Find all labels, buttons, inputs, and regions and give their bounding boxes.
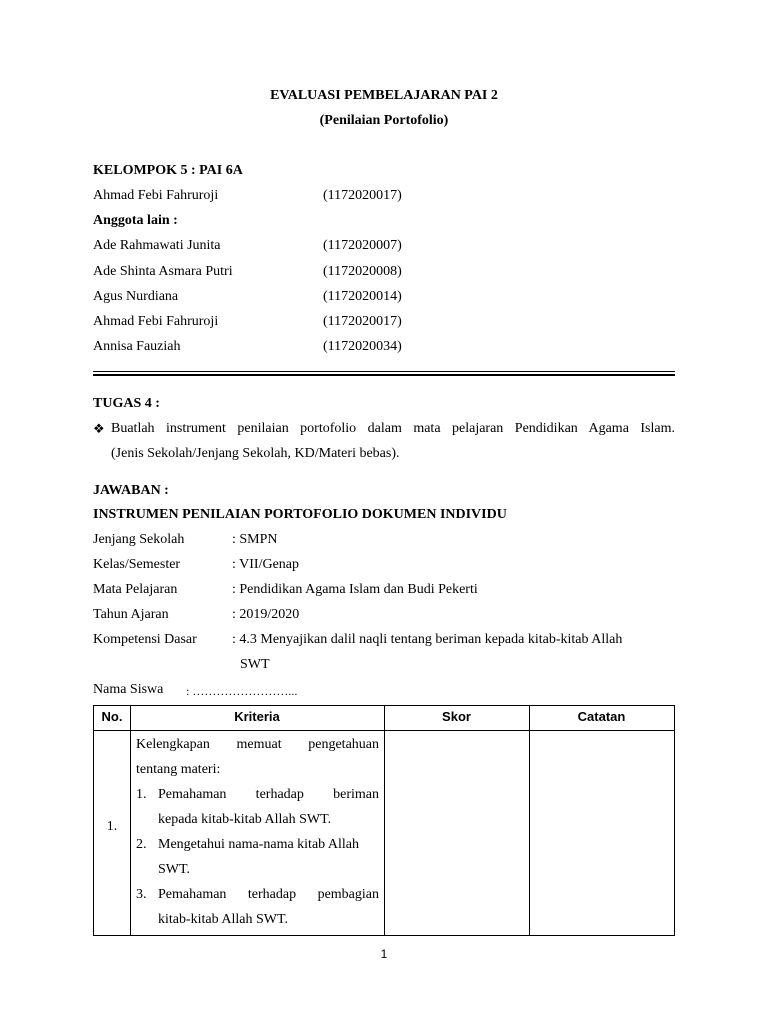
field-value: : 4.3 Menyajikan dalil naqli tentang beriman kepada kitab-kitab Allah xyxy=(232,632,623,647)
table-col-divider xyxy=(130,706,131,935)
leader-id: (1172020017) xyxy=(323,188,402,203)
table-col-divider xyxy=(384,706,385,935)
field-value: : SMPN xyxy=(232,532,278,547)
list-text-cont: SWT. xyxy=(158,862,191,877)
kd-continuation: SWT xyxy=(240,657,270,672)
student-label: Nama Siswa xyxy=(93,682,164,697)
field-label: Tahun Ajaran xyxy=(93,607,169,622)
list-item xyxy=(136,832,379,857)
header-kriteria: Kriteria xyxy=(234,709,280,724)
member-name: Ahmad Febi Fahruroji xyxy=(93,314,219,329)
page-number: 1 xyxy=(380,947,388,961)
answer-heading: JAWABAN : xyxy=(93,483,169,498)
criteria-cell xyxy=(136,732,379,932)
member-id: (1172020014) xyxy=(323,289,402,304)
row-number: 1. xyxy=(106,819,118,834)
header-skor: Skor xyxy=(442,709,471,724)
member-name: Annisa Fauziah xyxy=(93,339,181,354)
list-number: 2. xyxy=(136,837,147,852)
list-text: Pemahaman terhadap beriman xyxy=(158,787,379,802)
list-item xyxy=(136,882,379,907)
table-header-divider xyxy=(94,730,674,731)
field-label: Kelas/Semester xyxy=(93,557,181,572)
list-number: 3. xyxy=(136,887,147,902)
list-text-cont: kitab-kitab Allah SWT. xyxy=(158,912,288,927)
criteria-intro: Kelengkapan memuat pengetahuan xyxy=(136,737,379,752)
header-no: No. xyxy=(101,709,123,724)
field-label: Jenjang Sekolah xyxy=(93,532,185,547)
student-name-blank: : ……………………... xyxy=(186,684,298,698)
task-text: Buatlah instrument penilaian portofolio dalam mata pelajaran Pendidikan Agama Islam. xyxy=(111,421,675,436)
member-name: Ade Rahmawati Junita xyxy=(93,238,221,253)
member-name: Agus Nurdiana xyxy=(93,289,179,304)
list-text: Mengetahui nama-nama kitab Allah xyxy=(158,837,359,852)
field-value: : 2019/2020 xyxy=(232,607,300,622)
header-catatan: Catatan xyxy=(577,709,626,724)
field-value: : VII/Genap xyxy=(232,557,299,572)
list-number: 1. xyxy=(136,787,147,802)
list-item xyxy=(136,782,379,807)
leader-name: Ahmad Febi Fahruroji xyxy=(93,188,219,203)
member-id: (1172020008) xyxy=(323,264,402,279)
member-id: (1172020017) xyxy=(323,314,402,329)
document-subtitle: (Penilaian Portofolio) xyxy=(319,113,449,128)
criteria-intro-cont: tentang materi: xyxy=(136,762,221,777)
table-col-divider xyxy=(529,706,530,935)
list-text: Pemahaman terhadap pembagian xyxy=(158,887,379,902)
task-line-2: (Jenis Sekolah/Jenjang Sekolah, KD/Materi bebas). xyxy=(111,446,400,461)
section-divider xyxy=(93,371,675,372)
member-id: (1172020007) xyxy=(323,238,402,253)
field-value: : Pendidikan Agama Islam dan Budi Pekerti xyxy=(232,582,478,597)
group-heading: KELOMPOK 5 : PAI 6A xyxy=(93,163,243,178)
members-label: Anggota lain : xyxy=(93,213,178,228)
bullet-icon: ❖ xyxy=(93,421,105,436)
task-line-1 xyxy=(111,421,675,437)
field-label: Mata Pelajaran xyxy=(93,582,178,597)
member-name: Ade Shinta Asmara Putri xyxy=(93,264,233,279)
section-divider-thick xyxy=(93,374,675,376)
task-heading: TUGAS 4 : xyxy=(93,396,160,411)
instrument-title: INSTRUMEN PENILAIAN PORTOFOLIO DOKUMEN INDIVIDU xyxy=(93,507,507,522)
member-id: (1172020034) xyxy=(323,339,402,354)
list-text-cont: kepada kitab-kitab Allah SWT. xyxy=(158,812,332,827)
document-title: EVALUASI PEMBELAJARAN PAI 2 xyxy=(270,88,498,103)
field-label: Kompetensi Dasar xyxy=(93,632,197,647)
assessment-table xyxy=(93,705,675,936)
